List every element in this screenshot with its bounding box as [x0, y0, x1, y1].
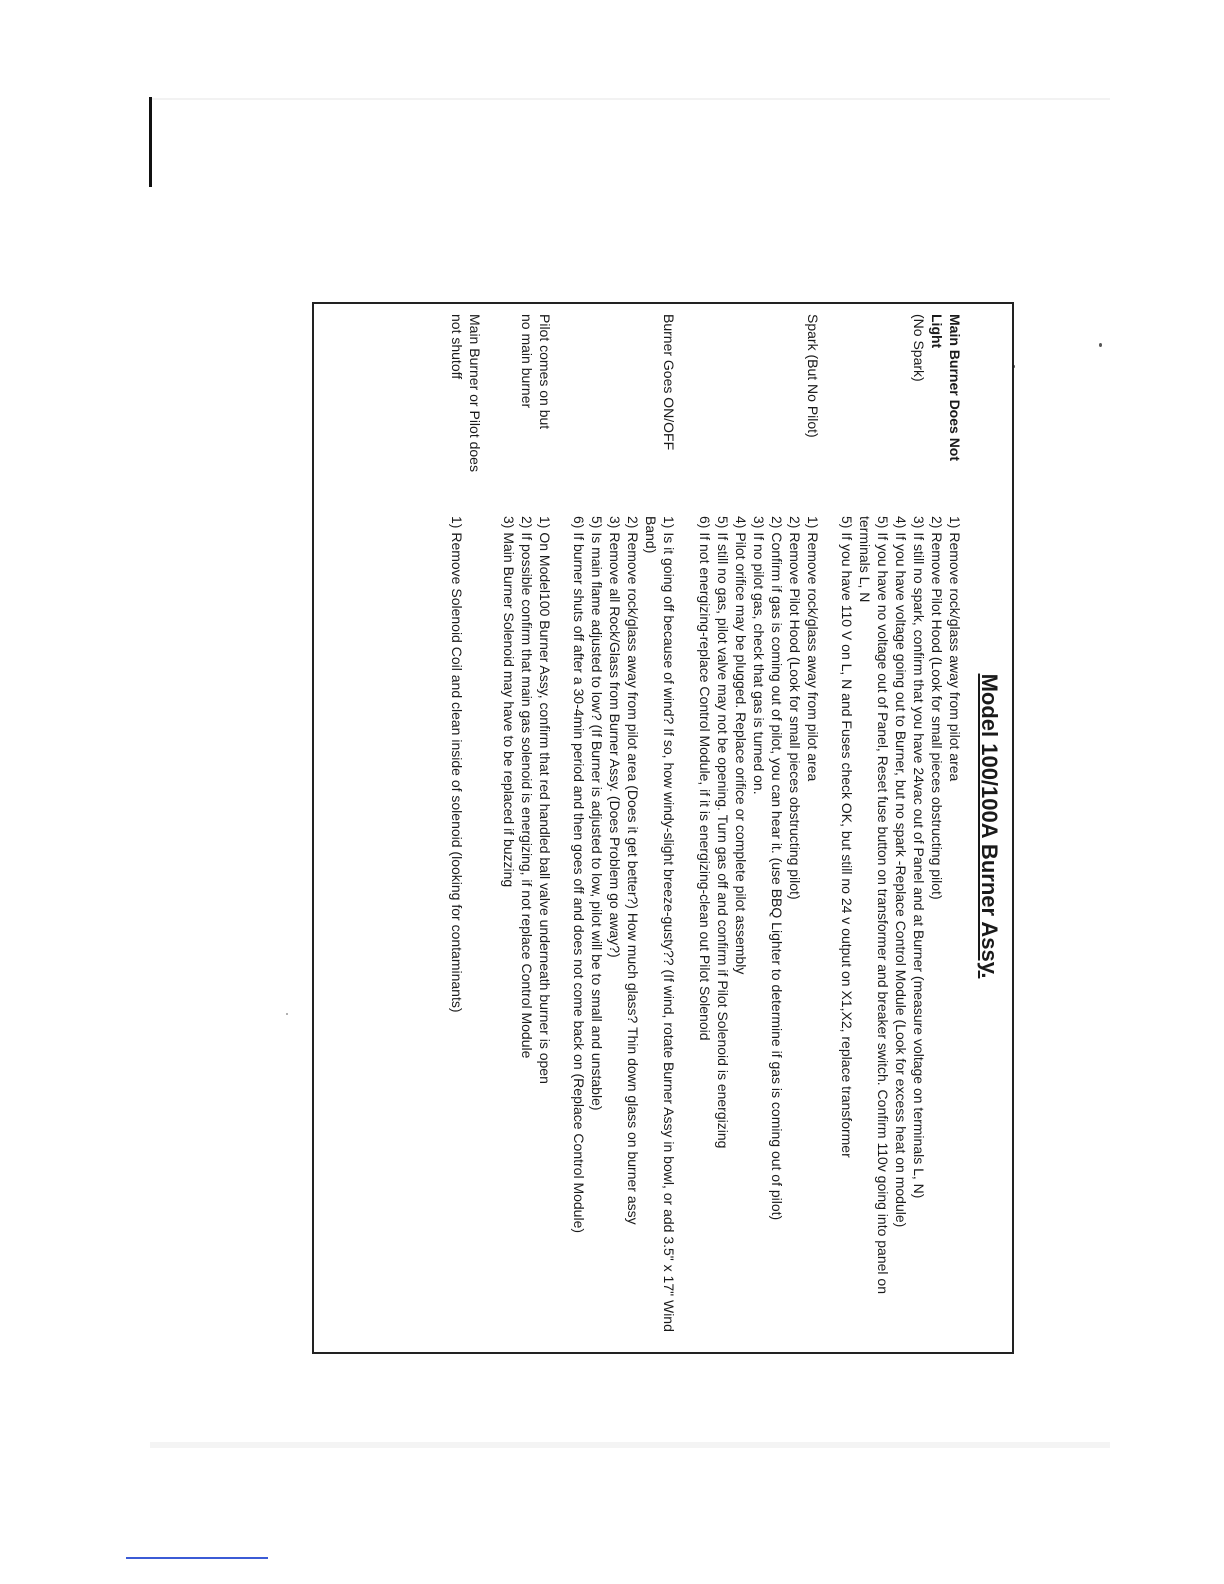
step: 5) If you have no voltage out of Panel, Reset fuse button on transformer and breaker switch. Confirm 110v going into panel on terminals L, N — [857, 516, 891, 1294]
section-row — [696, 314, 822, 1338]
step: 4) Pilot orifice may be plugged. Replace orifice or complete pilot assembly — [733, 516, 749, 975]
step: 3) Remove all Rock/Glass from Burner Assy. (Does Problem go away?) — [607, 516, 623, 958]
section-row — [500, 314, 554, 1338]
label-line: no main burner — [519, 314, 535, 409]
step: 4) If you have voltage going out to Burner, but no spark -Replace Control Module (Look for excess heat on module) — [893, 516, 909, 1228]
margin-bar — [149, 97, 152, 187]
section-row — [570, 314, 678, 1338]
step: 5) If still no gas, pilot valve may not be opening. Turn gas off and confirm if Pilot Solenoid is energizing — [715, 516, 731, 1149]
step: 3) If no pilot gas, check that gas is turned on. — [751, 516, 767, 795]
section-label — [910, 314, 964, 516]
label-line: Light — [929, 314, 945, 349]
label-line: Pilot comes on but — [537, 314, 553, 430]
label-line: Main Burner Does Not — [947, 314, 963, 462]
label-line: Burner Goes ON/OFF — [661, 314, 677, 451]
step: 6) If not energizing-replace Control Module, if it is energizing-clean out Pilot Solenoid — [697, 516, 713, 1041]
section-steps — [448, 516, 484, 1338]
step: 1) Remove rock/glass away from pilot area — [947, 516, 963, 782]
label-line: Main Burner or Pilot does — [467, 314, 483, 472]
step: 5) Is main flame adjusted to low? (If Burner is adjusted to low, pilot will be to small and unstable) — [589, 516, 605, 1111]
section-row — [838, 314, 964, 1338]
label-line: (No Spark) — [911, 314, 927, 382]
step: 1) Remove rock/glass away from pilot area — [805, 516, 821, 782]
step: 1) On Model100 Burner Assy, confirm that red handled ball valve underneath burner is open — [537, 516, 553, 1084]
section-label — [660, 314, 678, 516]
step — [466, 516, 484, 1338]
section-row — [448, 314, 484, 1338]
section-steps — [570, 516, 678, 1338]
step: 1) Remove Solenoid Coil and clean inside of solenoid (looking for contaminants) — [449, 516, 465, 1013]
scan-speck — [286, 1013, 288, 1015]
section-label — [804, 314, 822, 516]
step: 1) Is it going off because of wind? If so, how windy-slight breeze-gusty?? (If wind, rotate Burner Assy in bowl, or add 3.5" x 17" Wind Band) — [643, 516, 677, 1332]
step: 5) If you have 110 V on L, N and Fuses check OK, but still no 24 v output on X1,X2, replace transformer — [839, 516, 855, 1158]
scan-edge-top — [150, 98, 1110, 100]
label-line: Spark (But No Pilot) — [805, 314, 821, 438]
label-line: not shutoff — [449, 314, 465, 380]
section-label — [448, 314, 484, 516]
document-title: Model 100/100A Burner Assy. — [977, 673, 1002, 979]
step: 2) Remove Pilot Hood (Look for small pieces obstructing pilot) — [929, 516, 945, 900]
step: 3) If still no spark, confirm that you have 24vac out of Panel and at Burner (measure voltage on terminals L, N) — [911, 516, 927, 1199]
step: 2) Remove Pilot Hood (Look for small pieces obstructing pilot) — [787, 516, 803, 900]
scan-speck — [1099, 343, 1102, 347]
document-frame — [312, 302, 1014, 1354]
step: 2) Remove rock/glass away from pilot area (Does it get better?) How much glass? Thin down glass on burner assy — [625, 516, 641, 1225]
scan-edge-bottom — [150, 1442, 1110, 1448]
section-label — [518, 314, 554, 516]
step: 2) Confirm if gas is coming out of pilot, you can hear it. (use BBQ Lighter to determine if gas is coming out of pilot) — [769, 516, 785, 1221]
step: 3) Main Burner Solenoid may have to be replaced if buzzing — [501, 516, 517, 888]
section-steps — [838, 516, 964, 1338]
footer-line — [126, 1557, 268, 1559]
section-steps — [500, 516, 554, 1338]
step: 6) If burner shuts off after a 30-4min period and then goes off and does not come back on (Replace Control Module) — [571, 516, 587, 1234]
section-steps — [696, 516, 822, 1338]
step: 2) If possible confirm that main gas solenoid is energizing, if not replace Control Module — [519, 516, 535, 1059]
